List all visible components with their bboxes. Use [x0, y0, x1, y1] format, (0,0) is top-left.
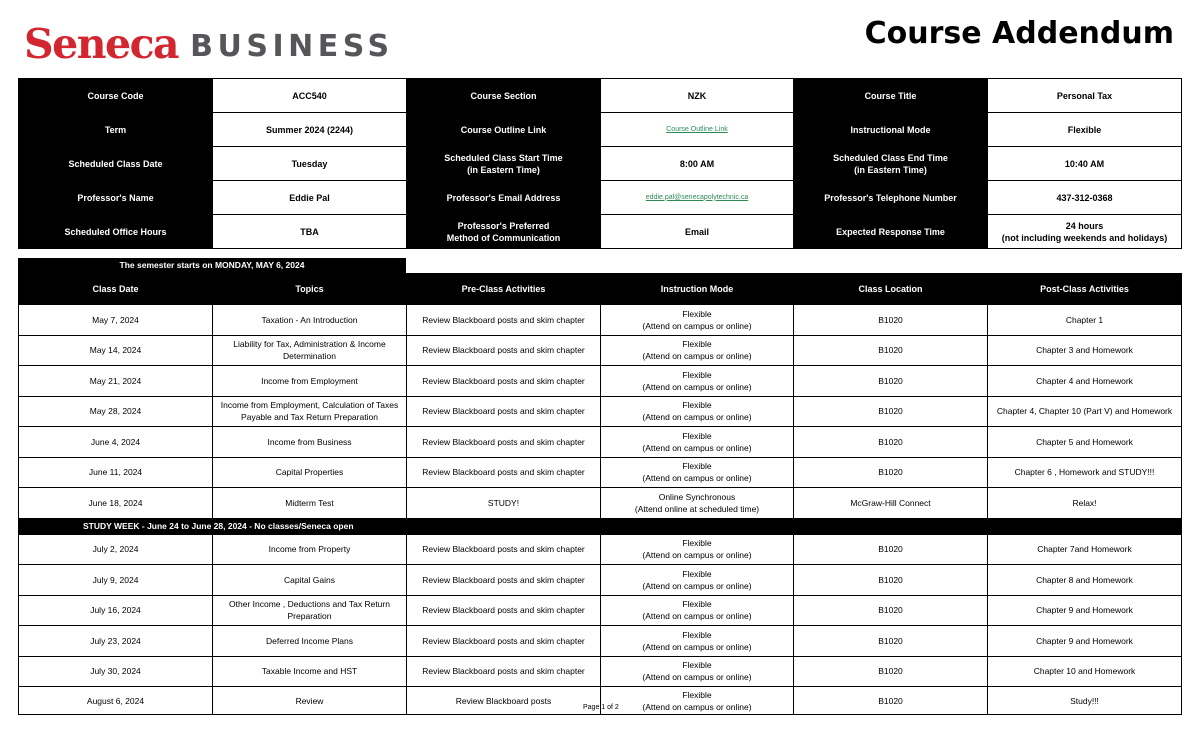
end-time-label-line2: (in Eastern Time): [854, 164, 927, 175]
post-class-cell: Chapter 4 and Homework: [988, 366, 1182, 397]
topic-cell: [213, 687, 407, 715]
line-2: (Attend on campus or online): [642, 611, 752, 622]
class-location-cell: B1020: [794, 656, 988, 687]
pre-class-cell: Review Blackboard posts and skim chapter: [407, 366, 601, 397]
topic-cell: [213, 366, 407, 397]
topic-cell: [213, 457, 407, 488]
post-class-cell: Chapter 6 , Homework and STUDY!!!: [988, 457, 1182, 488]
line-1: Flexible: [682, 629, 712, 640]
page-title: Course Addendum: [864, 16, 1174, 51]
page-header: [0, 0, 1200, 76]
line-1: Other Income , Deductions and Tax Return: [229, 599, 390, 610]
line-1: Flexible: [682, 538, 712, 549]
line-2: (Attend on campus or online): [642, 550, 752, 561]
schedule-row: [19, 595, 1182, 626]
topic-text: Income from Business: [267, 436, 352, 447]
class-date-cell: May 14, 2024: [19, 335, 213, 366]
column-header-class-date: Class Date: [19, 274, 213, 305]
line-2: (Attend on campus or online): [642, 412, 752, 423]
schedule-body: [19, 305, 1182, 715]
class-location-cell: B1020: [794, 305, 988, 336]
response-time-value: [988, 215, 1182, 249]
line-1: Flexible: [682, 689, 712, 700]
post-class-cell: Chapter 3 and Homework: [988, 335, 1182, 366]
column-header-post-class: Post-Class Activities: [988, 274, 1182, 305]
line-1: Online Synchronous: [658, 491, 736, 502]
instruction-mode-cell: [601, 305, 794, 336]
response-time-line1: 24 hours: [1065, 220, 1104, 231]
pre-class-cell: Review Blackboard posts and skim chapter: [407, 396, 601, 427]
office-hours-label: Scheduled Office Hours: [19, 215, 213, 249]
instruction-mode-cell: [601, 687, 794, 715]
pre-class-cell: Review Blackboard posts and skim chapter: [407, 457, 601, 488]
semester-start-banner: The semester starts on MONDAY, MAY 6, 2024: [18, 258, 406, 273]
line-2: (Attend on campus or online): [642, 701, 752, 712]
topic-cell: [213, 595, 407, 626]
class-date-cell: June 18, 2024: [19, 488, 213, 519]
pre-class-cell: STUDY!: [407, 488, 601, 519]
line-2: (Attend on campus or online): [642, 320, 752, 331]
pre-class-cell: Review Blackboard posts and skim chapter: [407, 626, 601, 657]
topic-cell: [213, 565, 407, 596]
line-2: (Attend on campus or online): [642, 473, 752, 484]
pre-class-cell: Review Blackboard posts and skim chapter: [407, 565, 601, 596]
class-date-cell: July 30, 2024: [19, 656, 213, 687]
line-1: Flexible: [682, 369, 712, 380]
preferred-communication-value: Email: [601, 215, 794, 249]
line-1: Flexible: [682, 308, 712, 319]
class-date-cell: August 6, 2024: [19, 687, 213, 715]
topic-text: Taxable Income and HST: [261, 666, 358, 677]
pre-class-cell: Review Blackboard posts and skim chapter: [407, 595, 601, 626]
instruction-mode-cell: [601, 396, 794, 427]
schedule-row: [19, 534, 1182, 565]
start-time-value: 8:00 AM: [601, 147, 794, 181]
professor-phone-value: 437-312-0368: [988, 181, 1182, 215]
preferred-comm-label-line2: Method of Communication: [446, 232, 561, 243]
preferred-communication-label: [407, 215, 601, 249]
post-class-cell: Relax!: [988, 488, 1182, 519]
pre-class-cell: Review Blackboard posts and skim chapter: [407, 305, 601, 336]
instruction-mode-cell: [601, 366, 794, 397]
instruction-mode-cell: [601, 534, 794, 565]
class-location-cell: McGraw-Hill Connect: [794, 488, 988, 519]
topic-text: Midterm Test: [285, 497, 334, 508]
logo-seneca-wordmark: Seneca: [24, 20, 179, 68]
post-class-cell: Chapter 1: [988, 305, 1182, 336]
class-location-cell: B1020: [794, 595, 988, 626]
page-number: Page 1 of 2: [583, 704, 619, 711]
line-2: Preparation: [287, 611, 332, 622]
line-1: Flexible: [682, 599, 712, 610]
course-outline-link[interactable]: Course Outline Link: [601, 113, 794, 147]
post-class-cell: Chapter 7and Homework: [988, 534, 1182, 565]
schedule-row: [19, 656, 1182, 687]
scheduled-class-date-value: Tuesday: [213, 147, 407, 181]
course-code-label: Course Code: [19, 79, 213, 113]
class-date-cell: May 7, 2024: [19, 305, 213, 336]
topic-text: Review: [295, 695, 324, 706]
post-class-cell: Study!!!: [988, 687, 1182, 715]
line-1: Flexible: [682, 660, 712, 671]
class-date-cell: July 9, 2024: [19, 565, 213, 596]
class-date-cell: June 11, 2024: [19, 457, 213, 488]
pre-class-cell: Review Blackboard posts and skim chapter: [407, 427, 601, 458]
line-1: Flexible: [682, 400, 712, 411]
end-time-value: 10:40 AM: [988, 147, 1182, 181]
line-2: Determination: [283, 351, 336, 362]
scheduled-class-date-label: Scheduled Class Date: [19, 147, 213, 181]
professor-email-label: Professor's Email Address: [407, 181, 601, 215]
class-date-cell: July 16, 2024: [19, 595, 213, 626]
topic-cell: [213, 656, 407, 687]
line-2: Payable and Tax Return Preparation: [241, 412, 378, 423]
post-class-cell: Chapter 8 and Homework: [988, 565, 1182, 596]
class-date-cell: July 2, 2024: [19, 534, 213, 565]
schedule-row: [19, 626, 1182, 657]
schedule-row: [19, 427, 1182, 458]
instruction-mode-cell: [601, 457, 794, 488]
course-section-value: NZK: [601, 79, 794, 113]
post-class-cell: Chapter 9 and Homework: [988, 595, 1182, 626]
class-date-cell: June 4, 2024: [19, 427, 213, 458]
line-1: Flexible: [682, 430, 712, 441]
schedule-row: [19, 335, 1182, 366]
seneca-business-logo: [24, 20, 394, 68]
class-date-cell: July 23, 2024: [19, 626, 213, 657]
column-header-instruction-mode: Instruction Mode: [601, 274, 794, 305]
start-time-label: [407, 147, 601, 181]
line-2: (Attend online at scheduled time): [634, 503, 760, 514]
class-date-cell: May 28, 2024: [19, 396, 213, 427]
class-location-cell: B1020: [794, 687, 988, 715]
class-location-cell: B1020: [794, 335, 988, 366]
column-header-topics: Topics: [213, 274, 407, 305]
info-row: [19, 79, 1182, 113]
line-2: (Attend on campus or online): [642, 351, 752, 362]
course-info-table: [18, 78, 1182, 249]
instruction-mode-cell: [601, 335, 794, 366]
line-2: (Attend on campus or online): [642, 672, 752, 683]
post-class-cell: Chapter 10 and Homework: [988, 656, 1182, 687]
post-class-cell: Chapter 4, Chapter 10 (Part V) and Homework: [988, 396, 1182, 427]
schedule-row: [19, 305, 1182, 336]
line-2: (Attend on campus or online): [642, 381, 752, 392]
end-time-label: [794, 147, 988, 181]
schedule-row: [19, 488, 1182, 519]
start-time-label-line2: (in Eastern Time): [467, 164, 540, 175]
class-location-cell: B1020: [794, 427, 988, 458]
line-2: (Attend on campus or online): [642, 442, 752, 453]
line-1: Flexible: [682, 339, 712, 350]
info-row: [19, 215, 1182, 249]
topic-cell: [213, 427, 407, 458]
info-row: [19, 181, 1182, 215]
study-week-row: [19, 518, 1182, 534]
course-title-value: Personal Tax: [988, 79, 1182, 113]
topic-cell: [213, 396, 407, 427]
line-1: Flexible: [682, 461, 712, 472]
info-row: [19, 147, 1182, 181]
schedule-row: [19, 366, 1182, 397]
instructional-mode-label: Instructional Mode: [794, 113, 988, 147]
response-time-label: Expected Response Time: [794, 215, 988, 249]
instruction-mode-cell: [601, 427, 794, 458]
study-week-banner: STUDY WEEK - June 24 to June 28, 2024 - No classes/Seneca open: [19, 518, 1182, 534]
line-2: (Attend on campus or online): [642, 641, 752, 652]
preferred-comm-label-line1: Professor's Preferred: [457, 220, 550, 231]
topic-text: Capital Properties: [275, 467, 344, 478]
professor-email-link[interactable]: eddie.pal@senecapolytechnic.ca: [601, 181, 794, 215]
schedule-row: [19, 457, 1182, 488]
topic-cell: [213, 305, 407, 336]
topic-text: Income from Employment: [261, 375, 358, 386]
column-header-class-location: Class Location: [794, 274, 988, 305]
professor-name-label: Professor's Name: [19, 181, 213, 215]
schedule-row: [19, 396, 1182, 427]
class-location-cell: B1020: [794, 366, 988, 397]
topic-text: Capital Gains: [283, 574, 336, 585]
office-hours-value: TBA: [213, 215, 407, 249]
professor-phone-label: Professor's Telephone Number: [794, 181, 988, 215]
line-2: (Attend on campus or online): [642, 580, 752, 591]
class-location-cell: B1020: [794, 565, 988, 596]
topic-text: Income from Property: [268, 544, 351, 555]
instruction-mode-cell: [601, 488, 794, 519]
info-row: [19, 113, 1182, 147]
line-1: Income from Employment, Calculation of Taxes: [220, 400, 399, 411]
topic-text: Deferred Income Plans: [266, 635, 353, 646]
class-date-cell: May 21, 2024: [19, 366, 213, 397]
instruction-mode-cell: [601, 626, 794, 657]
instructional-mode-value: Flexible: [988, 113, 1182, 147]
column-header-pre-class: Pre-Class Activities: [407, 274, 601, 305]
schedule-table: [18, 273, 1182, 715]
topic-cell: [213, 335, 407, 366]
course-outline-link-label: Course Outline Link: [407, 113, 601, 147]
professor-name-value: Eddie Pal: [213, 181, 407, 215]
start-time-label-line1: Scheduled Class Start Time: [444, 152, 563, 163]
response-time-line2: (not including weekends and holidays): [1001, 232, 1168, 243]
course-title-label: Course Title: [794, 79, 988, 113]
instruction-mode-cell: [601, 595, 794, 626]
pre-class-cell: Review Blackboard posts and skim chapter: [407, 534, 601, 565]
end-time-label-line1: Scheduled Class End Time: [833, 152, 948, 163]
pre-class-cell: Review Blackboard posts and skim chapter: [407, 656, 601, 687]
post-class-cell: Chapter 5 and Homework: [988, 427, 1182, 458]
course-section-label: Course Section: [407, 79, 601, 113]
logo-business-wordmark: BUSINESS: [190, 29, 394, 64]
topic-cell: [213, 534, 407, 565]
class-location-cell: B1020: [794, 457, 988, 488]
line-1: Flexible: [682, 568, 712, 579]
term-value: Summer 2024 (2244): [213, 113, 407, 147]
pre-class-cell: Review Blackboard posts and skim chapter: [407, 335, 601, 366]
class-location-cell: B1020: [794, 396, 988, 427]
instruction-mode-cell: [601, 656, 794, 687]
topic-cell: [213, 626, 407, 657]
post-class-cell: Chapter 9 and Homework: [988, 626, 1182, 657]
course-code-value: ACC540: [213, 79, 407, 113]
term-label: Term: [19, 113, 213, 147]
schedule-row: [19, 565, 1182, 596]
topic-text: Taxation - An Introduction: [261, 314, 358, 325]
line-1: Liability for Tax, Administration & Income: [233, 339, 386, 350]
class-location-cell: B1020: [794, 626, 988, 657]
class-location-cell: B1020: [794, 534, 988, 565]
instruction-mode-cell: [601, 565, 794, 596]
topic-cell: [213, 488, 407, 519]
schedule-header-row: [19, 274, 1182, 305]
pre-class-cell: Review Blackboard posts: [407, 687, 601, 715]
